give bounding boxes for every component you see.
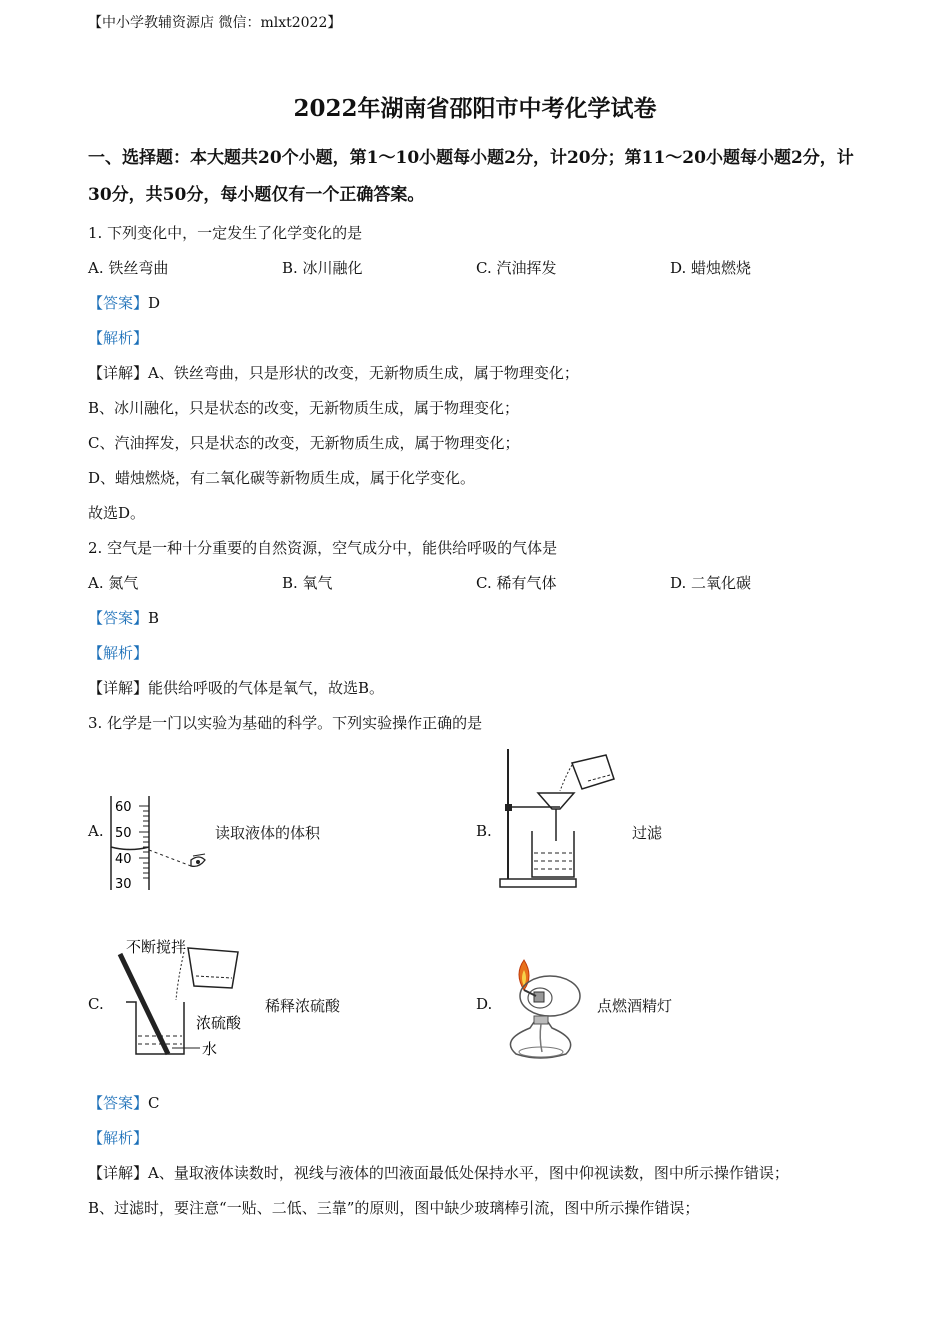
q1-option-a: A. 铁丝弯曲 — [88, 259, 169, 277]
q3-stem: 3. 化学是一门以实验为基础的科学。下列实验操作正确的是 — [88, 714, 483, 732]
detail-tag: 【详解】 — [88, 1164, 149, 1182]
q3-detail-line: B、过滤时，要注意“一贴、二低、三靠”的原则，图中缺少玻璃棒引流，图中所示操作错误； — [88, 1199, 700, 1217]
q1-conclusion: 故选D。 — [88, 504, 146, 522]
q2-answer — [88, 607, 159, 628]
answer-tag: 【答案】 — [88, 609, 149, 627]
q2-option-a: A. 氮气 — [88, 574, 139, 592]
alcohol-lamp-figure — [494, 956, 594, 1064]
detail-text: A、量取液体读数时，视线与液体的凹液面最低处保持水平，图中仰视读数，图中所示操作错误； — [148, 1164, 789, 1182]
q1-option-c: C. 汽油挥发 — [476, 259, 557, 277]
q2-detail-line — [88, 677, 384, 698]
answer-tag: 【答案】 — [88, 1094, 149, 1112]
q2-option-b: B. 氧气 — [282, 574, 333, 592]
q1-stem: 1. 下列变化中，一定发生了化学变化的是 — [88, 224, 363, 242]
analysis-tag: 【解析】 — [88, 644, 149, 662]
page-title: 2022年湖南省邵阳市中考化学试卷 — [293, 95, 657, 122]
q3-option-a-letter: A. — [88, 822, 104, 840]
q3-option-d-caption: 点燃酒精灯 — [597, 997, 673, 1015]
q3-option-c-letter: C. — [88, 995, 104, 1013]
q1-detail-line: D、蜡烛燃烧，有二氧化碳等新物质生成，属于化学变化。 — [88, 469, 476, 487]
q3-analysis — [88, 1127, 148, 1148]
q3-option-b-letter: B. — [476, 822, 492, 840]
answer-value: B — [148, 609, 160, 627]
answer-tag: 【答案】 — [88, 294, 149, 312]
q1-option-b: B. 冰川融化 — [282, 259, 363, 277]
q1-detail-line: B、冰川融化，只是状态的改变，无新物质生成，属于物理变化； — [88, 399, 520, 417]
answer-value: D — [148, 294, 161, 312]
dilute-acid-figure — [112, 930, 260, 1064]
stir-label: 不断搅拌 — [126, 938, 187, 956]
cylinder-tick-60: 60 — [115, 800, 132, 815]
cylinder-tick-50: 50 — [115, 826, 132, 841]
q2-option-c: C. 稀有气体 — [476, 574, 557, 592]
graduated-cylinder-figure — [105, 792, 215, 894]
q3-detail-line — [88, 1162, 789, 1183]
acid-label: 浓硫酸 — [196, 1014, 242, 1032]
water-label: 水 — [202, 1040, 218, 1058]
q3-answer — [88, 1092, 160, 1113]
q1-detail-line — [88, 362, 579, 383]
detail-text: 能供给呼吸的气体是氧气，故选B。 — [148, 679, 385, 697]
q2-analysis — [88, 642, 148, 663]
q2-option-d: D. 二氧化碳 — [670, 574, 752, 592]
q3-option-c-caption: 稀释浓硫酸 — [265, 997, 341, 1015]
answer-value: C — [148, 1094, 160, 1112]
q1-option-d: D. 蜡烛燃烧 — [670, 259, 752, 277]
eye-icon — [191, 854, 205, 866]
detail-tag: 【详解】 — [88, 364, 149, 382]
q3-option-b-caption: 过滤 — [632, 824, 663, 842]
detail-tag: 【详解】 — [88, 679, 149, 697]
q3-option-d-letter: D. — [476, 995, 493, 1013]
page-header: 【中小学教辅资源店 微信：mlxt2022】 — [88, 15, 342, 31]
section-heading: 一、选择题：本大题共20个小题，第1～10小题每小题2分，计20分；第11～20小题每小题2分，计30分，共50分，每小题仅有一个正确答案。 — [88, 148, 854, 205]
q1-analysis — [88, 327, 148, 348]
analysis-tag: 【解析】 — [88, 1129, 149, 1147]
detail-text: A、铁丝弯曲，只是形状的改变，无新物质生成，属于物理变化； — [148, 364, 579, 382]
q1-answer — [88, 292, 160, 313]
q1-detail-line: C、汽油挥发，只是状态的改变，无新物质生成，属于物理变化； — [88, 434, 520, 452]
q3-option-a-caption: 读取液体的体积 — [215, 824, 321, 842]
filtration-figure — [496, 745, 618, 893]
cylinder-tick-30: 30 — [115, 877, 132, 892]
cylinder-tick-40: 40 — [115, 852, 132, 867]
analysis-tag: 【解析】 — [88, 329, 149, 347]
q2-stem: 2. 空气是一种十分重要的自然资源，空气成分中，能供给呼吸的气体是 — [88, 539, 558, 557]
